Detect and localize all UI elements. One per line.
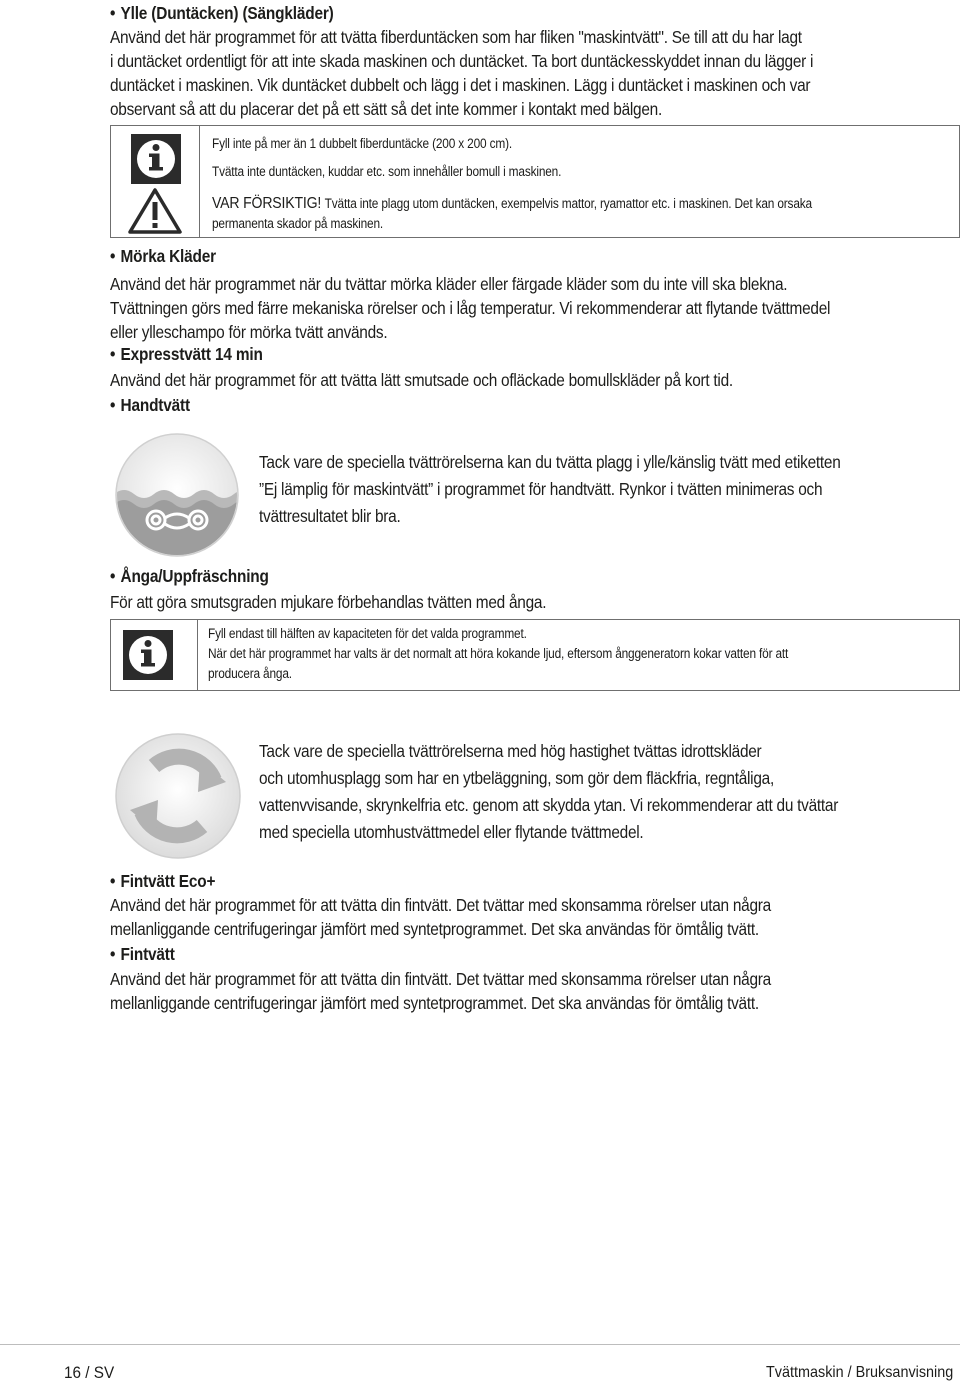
ylle-note-box	[110, 125, 960, 238]
heading-anga: • Ånga/Uppfräschning	[110, 566, 269, 586]
bullet: •	[110, 246, 116, 266]
text-line: med speciella utomhustvättmedel eller flytande tvättmedel.	[259, 822, 644, 842]
anga-note-1: Fyll endast till hälften av kapaciteten för det valda programmet.	[208, 626, 527, 641]
manual-title: Tvättmaskin / Bruksanvisning	[766, 1364, 954, 1381]
paragraph-fintvatt-eco	[110, 893, 771, 941]
text-line: eller ylleschampo för mörka tvätt används.	[110, 322, 388, 342]
info-icon	[123, 630, 173, 680]
bullet: •	[110, 3, 116, 23]
text-line: mellanliggande centrifugeringar jämfört med syntetprogrammet. Det ska användas för ömtålig tvätt.	[110, 919, 759, 939]
paragraph-fintvatt	[110, 967, 771, 1015]
text-line: duntäcket i maskinen. Vik duntäcket dubbelt och lägg i det i maskinen. Lägg i duntäcket i maskinen och var	[110, 75, 811, 95]
text-line: Använd det här programmet för att tvätta din fintvätt. Det tvättar med skonsamma rörelser utan några	[110, 969, 771, 989]
icon-column	[111, 620, 198, 690]
text-line: mellanliggande centrifugeringar jämfört med syntetprogrammet. Det ska användas för ömtålig tvätt.	[110, 993, 759, 1013]
ylle-info-2: Tvätta inte duntäcken, kuddar etc. som innehåller bomull i maskinen.	[212, 164, 562, 179]
page-number: 16 / SV	[64, 1363, 115, 1382]
text-line: ”Ej lämplig för maskintvätt” i programmet för handtvätt. Rynkor i tvätten minimeras och	[259, 479, 823, 499]
anga-note-2: När det här programmet har valts är det normalt att höra kokande ljud, eftersom ånggeneratorn kokar vatten för att	[208, 646, 789, 661]
heading-fintvatt-eco: • Fintvätt Eco+	[110, 871, 216, 891]
text-line: Använd det här programmet för att tvätta lätt smutsade och ofläckade bomullskläder på kort tid.	[110, 370, 733, 390]
paragraph-morka	[110, 272, 830, 344]
heading-fintvatt: • Fintvätt	[110, 944, 175, 964]
anga-note-box	[110, 619, 960, 691]
paragraph-handtvatt	[259, 449, 841, 530]
bullet: •	[110, 344, 116, 364]
paragraph-outdoor	[259, 738, 838, 846]
icon-column	[111, 126, 200, 237]
text-line: i duntäcket ordentligt för att inte skada maskinen och duntäcket. Ta bort duntäckesskyddet innan du lägger i	[110, 51, 814, 71]
warning-text: Tvätta inte plagg utom duntäcken, exempelvis mattor, ryamattor etc. i maskinen. Det kan orsaka	[324, 196, 812, 211]
text-line: För att göra smutsgraden mjukare förbehandlas tvätten med ånga.	[110, 592, 547, 612]
ylle-warning-cont: permanenta skador på maskinen.	[212, 216, 384, 231]
bullet: •	[110, 871, 116, 891]
heading-handtvatt: • Handtvätt	[110, 395, 190, 415]
text-line: Tack vare de speciella tvättrörelserna kan du tvätta plagg i ylle/känslig tvätt med etiketten	[259, 452, 841, 472]
warning-icon	[128, 188, 182, 234]
heading-express: • Expresstvätt 14 min	[110, 344, 263, 364]
text-line: tvättresultatet blir bra.	[259, 506, 401, 526]
bullet: •	[110, 944, 116, 964]
warning-label: VAR FÖRSIKTIG!	[212, 195, 322, 212]
paragraph-ylle	[110, 25, 813, 121]
text-line: Tack vare de speciella tvättrörelserna med hög hastighet tvättas idrottskläder	[259, 741, 762, 761]
text-line: observant så att du placerar det på ett sätt så det inte kommer i kontakt med bälgen.	[110, 99, 662, 119]
heading-ylle: • Ylle (Duntäcken) (Sängkläder)	[110, 3, 334, 23]
refresh-icon	[114, 732, 242, 860]
handwash-icon	[114, 432, 240, 558]
ylle-info-1: Fyll inte på mer än 1 dubbelt fiberduntäcke (200 x 200 cm).	[212, 136, 512, 151]
ylle-warning	[212, 194, 812, 214]
bullet: •	[110, 566, 116, 586]
info-icon	[131, 134, 181, 184]
text-line: Använd det här programmet när du tvättar mörka kläder eller färgade kläder som du inte vill ska blekna.	[110, 274, 788, 294]
text-line: Använd det här programmet för att tvätta fiberduntäcken som har fliken "maskintvätt". Se till att du har lagt	[110, 27, 802, 47]
anga-note-3: producera ånga.	[208, 666, 292, 681]
footer-rule	[0, 1344, 960, 1345]
text-line: Använd det här programmet för att tvätta din fintvätt. Det tvättar med skonsamma rörelser utan några	[110, 895, 771, 915]
text-line: Tvättningen görs med färre mekaniska rörelser och i låg temperatur. Vi rekommenderar att flytande tvättmedel	[110, 298, 831, 318]
paragraph-express	[110, 368, 733, 392]
heading-morka: • Mörka Kläder	[110, 246, 216, 266]
text-line: vattenvvisande, skrynkelfria etc. genom att skydda ytan. Vi rekommenderar att du tvättar	[259, 795, 839, 815]
bullet: •	[110, 395, 116, 415]
text-line: och utomhusplagg som har en ytbeläggning, som gör dem fläckfria, regntåliga,	[259, 768, 774, 788]
paragraph-anga	[110, 590, 546, 614]
